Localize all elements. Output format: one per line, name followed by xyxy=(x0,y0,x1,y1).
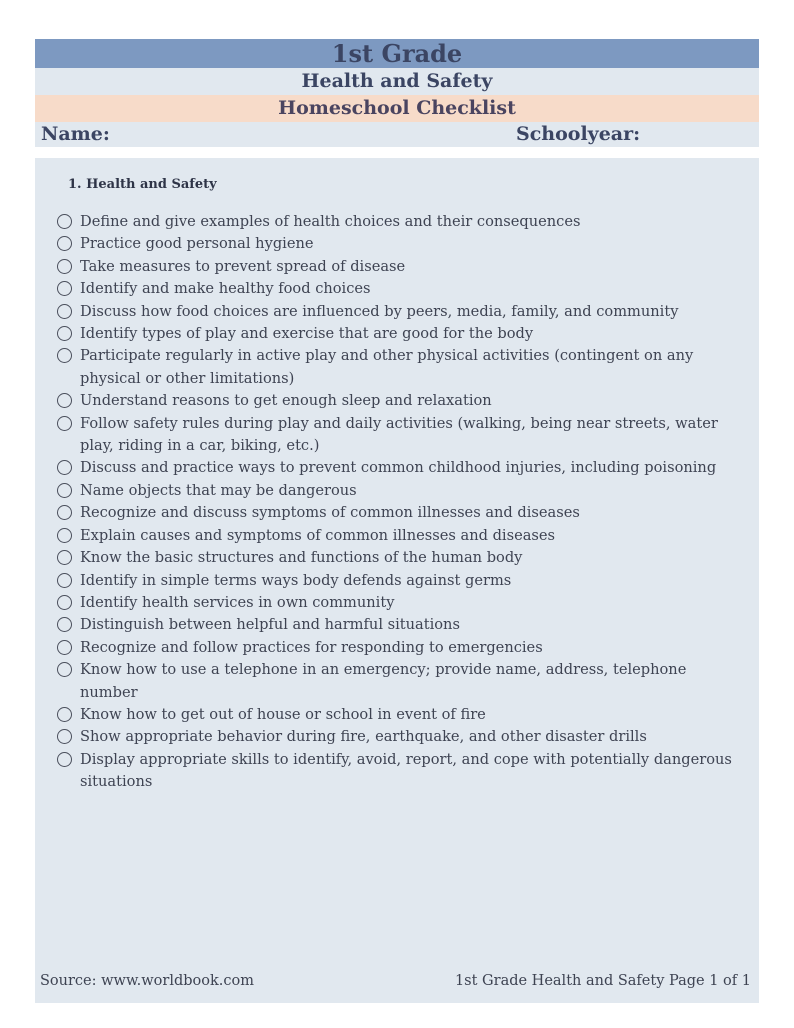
checklist-item-label: Display appropriate skills to identify, avoid, report, and cope with potentially dangerous situations xyxy=(80,750,732,791)
checklist-item xyxy=(55,256,745,278)
grade-banner xyxy=(35,39,759,68)
checklist-item-label: Take measures to prevent spread of disease xyxy=(80,257,406,275)
checklist-item-label: Know how to use a telephone in an emergency; provide name, address, telephone number xyxy=(80,661,687,701)
checklist-item xyxy=(55,480,745,502)
checklist-item-label: Identify and make healthy food choices xyxy=(80,280,371,298)
checkbox-circle-icon[interactable] xyxy=(57,393,72,408)
checklist xyxy=(55,211,745,794)
checklist-item xyxy=(55,570,745,592)
checkbox-circle-icon[interactable] xyxy=(57,483,72,498)
name-row xyxy=(35,122,759,147)
checkbox-circle-icon[interactable] xyxy=(57,460,72,475)
grade-title: 1st Grade xyxy=(331,39,463,68)
checklist-item xyxy=(55,278,745,300)
checkbox-circle-icon[interactable] xyxy=(57,617,72,632)
checklist-item xyxy=(55,413,745,458)
checklist-panel xyxy=(35,158,759,1003)
checklist-item-label: Practice good personal hygiene xyxy=(80,235,314,253)
checklist-item-label: Recognize and discuss symptoms of common illnesses and diseases xyxy=(80,504,580,522)
checkbox-circle-icon[interactable] xyxy=(57,214,72,229)
checklist-item xyxy=(55,637,745,659)
checklist-item-label: Identify types of play and exercise that are good for the body xyxy=(80,325,534,343)
checklist-item xyxy=(55,749,745,794)
checkbox-circle-icon[interactable] xyxy=(57,304,72,319)
checklist-item xyxy=(55,211,745,233)
checkbox-circle-icon[interactable] xyxy=(57,505,72,520)
checkbox-circle-icon[interactable] xyxy=(57,281,72,296)
checklist-title: Homeschool Checklist xyxy=(278,97,516,119)
section-title: 1. Health and Safety xyxy=(68,177,217,192)
checklist-item-label: Show appropriate behavior during fire, earthquake, and other disaster drills xyxy=(80,728,647,746)
checkbox-circle-icon[interactable] xyxy=(57,348,72,363)
name-label: Name: xyxy=(41,123,110,145)
checklist-item-label: Know how to get out of house or school in event of fire xyxy=(80,705,486,723)
subject-title: Health and Safety xyxy=(301,70,493,92)
checkbox-circle-icon[interactable] xyxy=(57,729,72,744)
source-note: Source: www.worldbook.com xyxy=(40,973,254,989)
checklist-item-label: Define and give examples of health choices and their consequences xyxy=(80,213,581,230)
checkbox-circle-icon[interactable] xyxy=(57,259,72,274)
checklist-item xyxy=(55,323,745,345)
checkbox-circle-icon[interactable] xyxy=(57,752,72,767)
checklist-item-label: Participate regularly in active play and other physical activities (contingent on any physical or other limitations) xyxy=(80,347,694,387)
schoolyear-label: Schoolyear: xyxy=(516,123,641,145)
checklist-item xyxy=(55,726,745,748)
checklist-item-label: Discuss and practice ways to prevent common childhood injuries, including poisoning xyxy=(80,459,717,477)
checklist-item xyxy=(55,659,745,704)
checklist-item xyxy=(55,457,745,479)
checkbox-circle-icon[interactable] xyxy=(57,326,72,341)
checklist-item-label: Follow safety rules during play and daily activities (walking, being near streets, water play, riding in a car, biking, etc.) xyxy=(80,414,718,455)
checkbox-circle-icon[interactable] xyxy=(57,640,72,655)
checklist-item xyxy=(55,345,745,390)
checklist-item-label: Recognize and follow practices for responding to emergencies xyxy=(80,638,543,656)
checkbox-circle-icon[interactable] xyxy=(57,573,72,588)
checkbox-circle-icon[interactable] xyxy=(57,416,72,431)
checklist-item xyxy=(55,390,745,412)
checkbox-circle-icon[interactable] xyxy=(57,528,72,543)
checklist-item xyxy=(55,704,745,726)
checkbox-circle-icon[interactable] xyxy=(57,550,72,565)
checklist-item xyxy=(55,525,745,547)
page-label: 1st Grade Health and Safety Page 1 of 1 xyxy=(454,973,751,989)
checklist-item-label: Know the basic structures and functions of the human body xyxy=(80,549,523,567)
checklist-item xyxy=(55,502,745,524)
checkbox-circle-icon[interactable] xyxy=(57,662,72,677)
checkbox-circle-icon[interactable] xyxy=(57,595,72,610)
checklist-item-label: Identify in simple terms ways body defends against germs xyxy=(80,571,512,589)
checkbox-circle-icon[interactable] xyxy=(57,236,72,251)
checklist-item-label: Identify health services in own community xyxy=(80,593,395,611)
checklist-banner xyxy=(35,95,759,122)
checklist-item-label: Explain causes and symptoms of common illnesses and diseases xyxy=(80,526,556,544)
checkbox-circle-icon[interactable] xyxy=(57,707,72,722)
checklist-item-label: Distinguish between helpful and harmful situations xyxy=(80,616,460,634)
checklist-item-label: Discuss how food choices are influenced by peers, media, family, and community xyxy=(80,302,679,320)
checklist-item-label: Name objects that may be dangerous xyxy=(80,481,357,499)
checklist-item xyxy=(55,301,745,323)
subject-banner xyxy=(35,68,759,95)
checklist-item xyxy=(55,592,745,614)
checklist-item xyxy=(55,547,745,569)
checklist-item xyxy=(55,233,745,255)
checklist-item-label: Understand reasons to get enough sleep and relaxation xyxy=(80,392,492,410)
checklist-item xyxy=(55,614,745,636)
